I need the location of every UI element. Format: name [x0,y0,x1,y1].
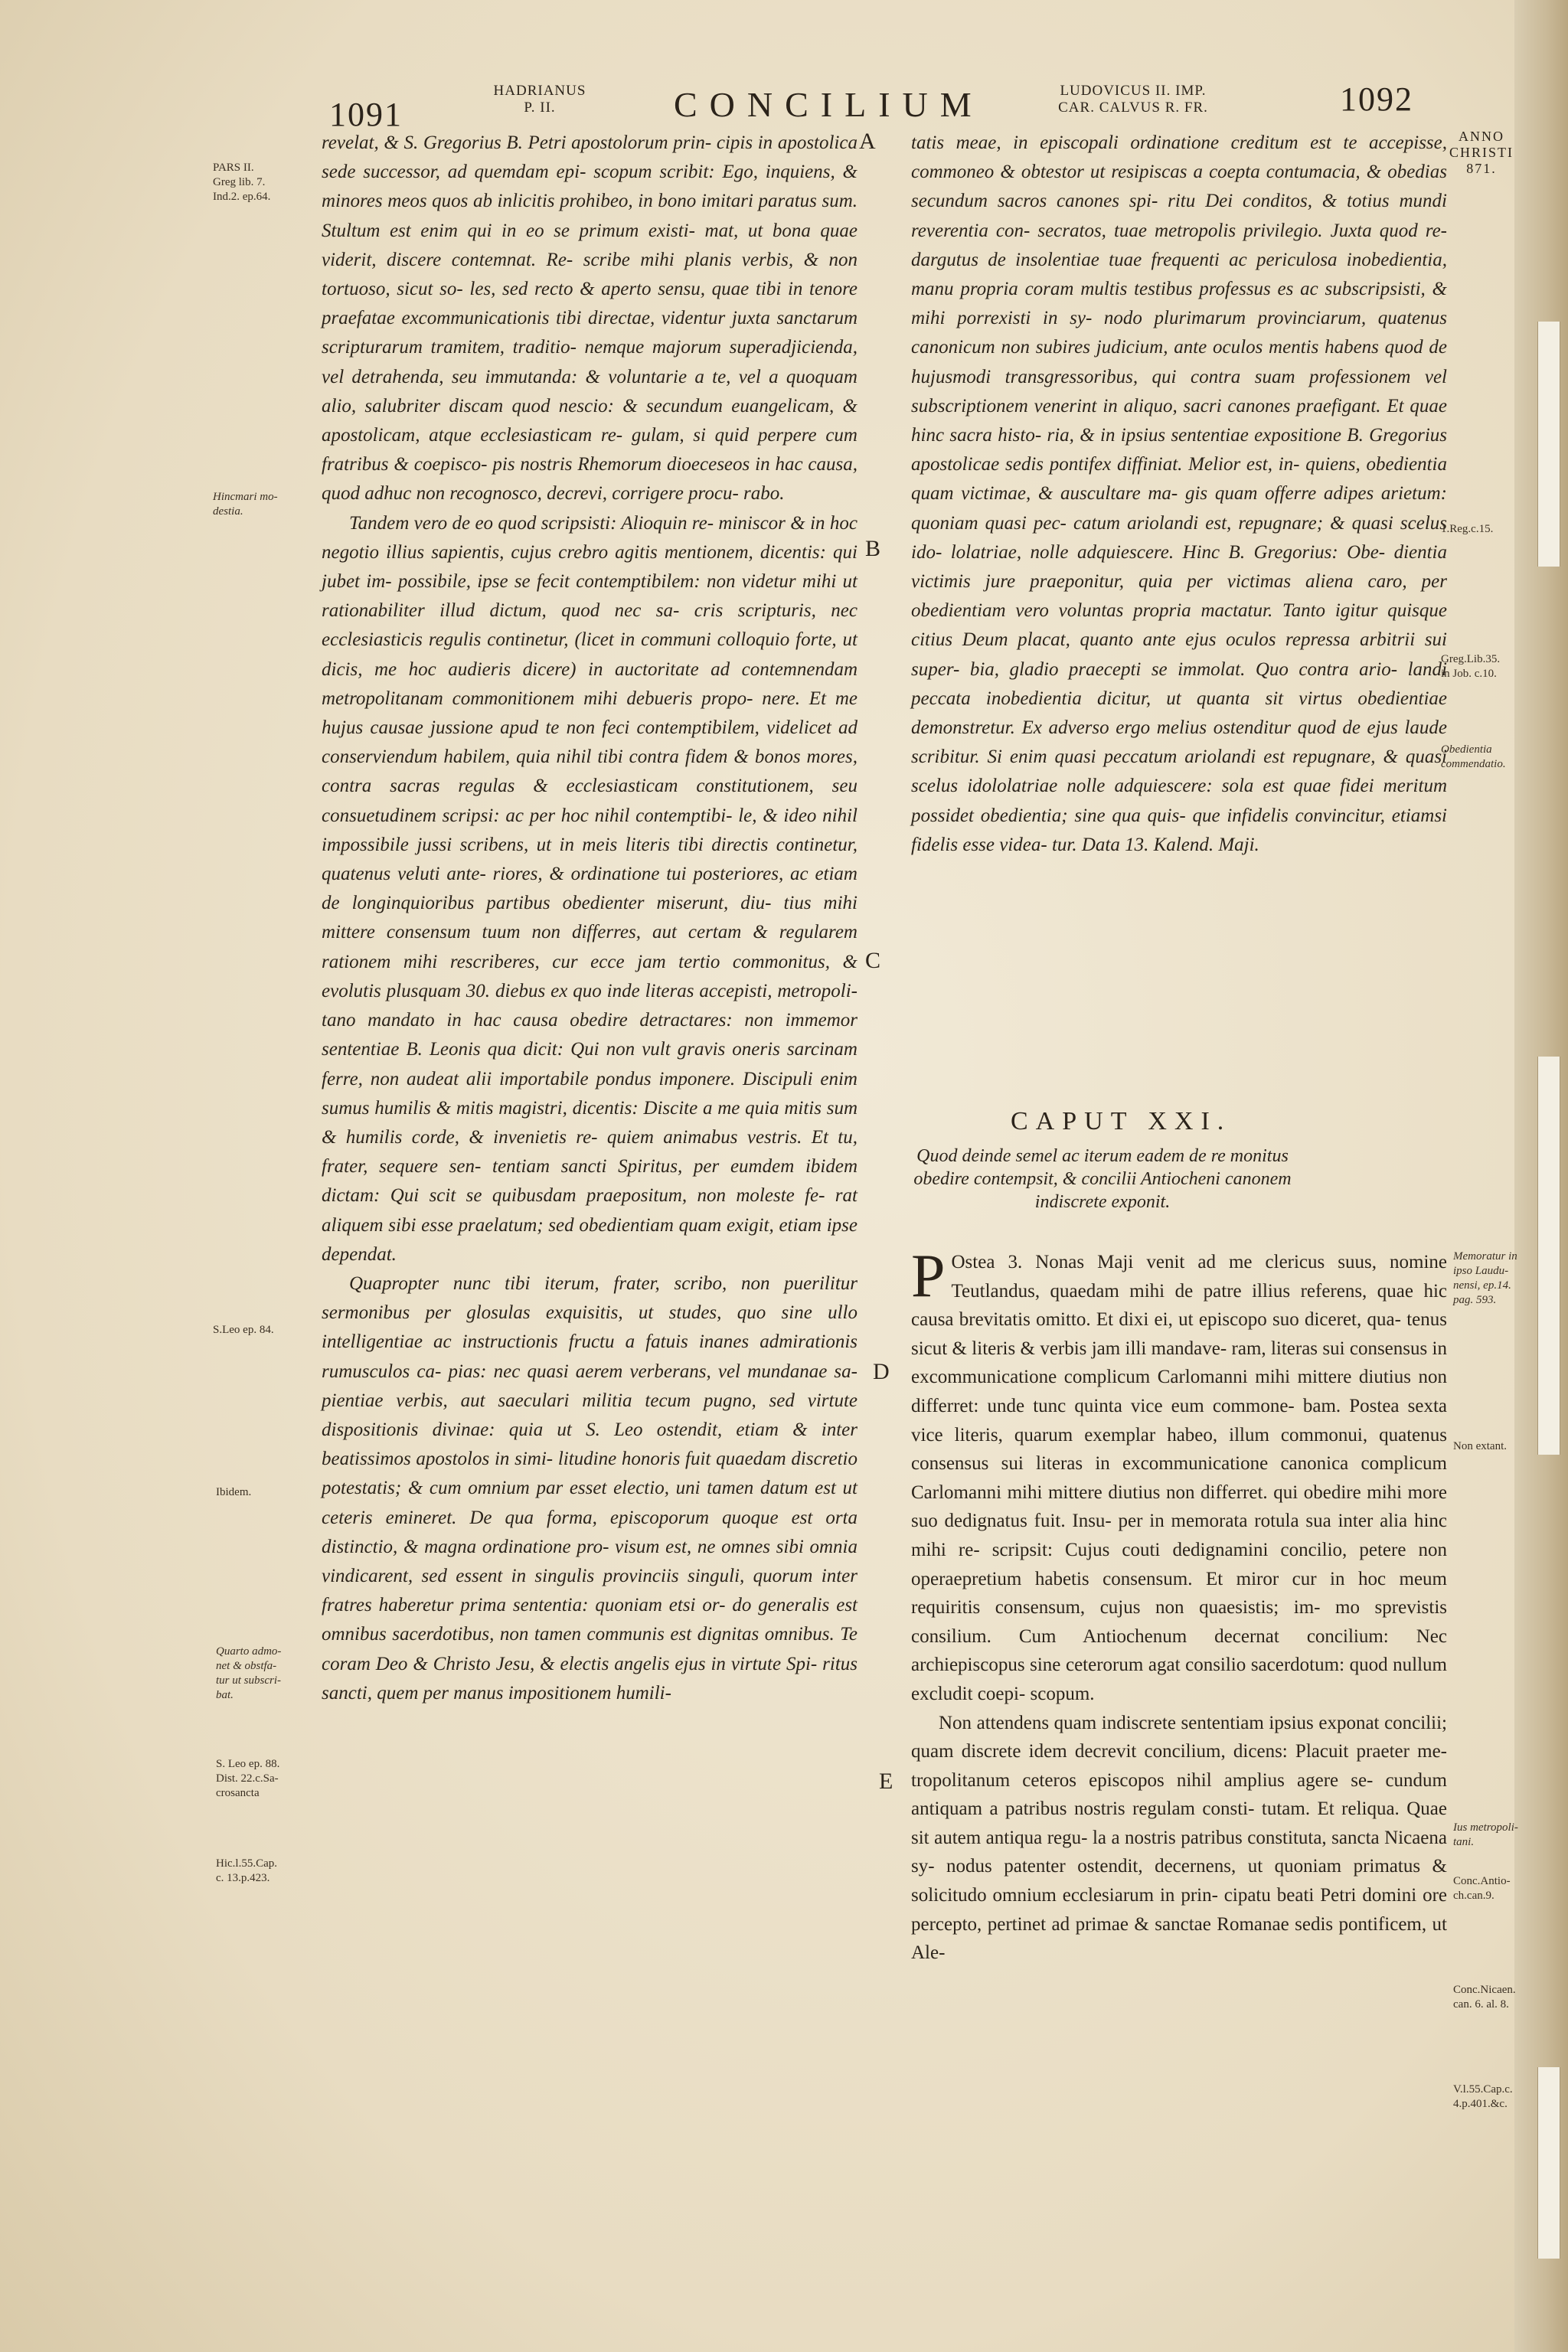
page-number-right: 1092 [1340,80,1413,118]
margin-note: V.l.55.Cap.c. 4.p.401.&c. [1453,2083,1513,2110]
margin-note: Conc.Nicaen. can. 6. al. 8. [1453,1984,1516,2011]
chapter-summary: Quod deinde semel ac iterum eadem de re monitus obedire contempsit, & concilii Antiocheni canonem indiscrete exponit. [913,1146,1292,1212]
section-letter: D [873,1359,890,1384]
section-letter: C [865,948,881,973]
margin-note: Obedientia commendatio. [1441,743,1506,770]
paragraph: Quapropter nunc tibi iterum, frater, scribo, non puerilitur sermonibus per glosulas exquisitis, ut studes, quo sine ullo intelligentiae ac instructionis fructu a fatuis inanes admirationis rumusculos ca- pias: nec quasi aerem verberans, vel mundanae sa- pientiae verbis, aut saeculari militia tecum pugno, sed virtute dispositionis divinae: quia ut S. Leo ostendit, etiam & inter beatissimos apostolos in simi- litudine honoris fuit quaedam discretio potestatis; & cum omnium par esset electio, uni tamen datum est ut ceteris emineret. De qua forma, episcoporum quoque est orta distinctio, & magna ordinatione pro- visum est, ne omnes sibi omnia vindicarent, sed essent in singulis provinciis singuli, quorum inter fratres haberetur prima sententia: quoniam etsi or- do generalis est omnibus sacerdotibus, non tamen communis est dignitas omnibus. Te coram Deo & Christo Jesu, & electis angelis ejus in virtute Spi- ritus sancti, quem per manus impositionem humili- [322,1272,858,1704]
paragraph: tatis meae, in episcopali ordinatione creditum est te accepisse, commoneo & obtestor ut resipiscas a coepta contumacia, & obedias secundum sacros canones spi- ritu Dei conditos, & totius mundi reverentia con- secratos, tuae metropolis privilegio. Juxta quod re- dargutus de insolentiae tuae frequenti ac periculosa inobedientia, manu propria coram multis testibus professus es ac subscripsisti, & mihi porrexisti in sy- nodo plurimarum provinciarum, quatenus canonicum non subires judicium, ante oculos mentis habens quod de hujusmodi transgressoribus, qui contra suam professionem vel subscriptionem venerint in aliquo, sacri canones praefigant. Et quae hinc sacra histo- ria, & in ipsius sententiae expositione B. Gregorius apostolicae sedis pontifex diffiniat. Melior est, in- quiens, obedientia quam victimae, & auscultare ma- gis quam offerre adipes arietum: quoniam quasi pec- catum ariolandi est, repugnare; & quasi scelus ido- lolatriae, nolle adquiescere. Hinc B. Gregorius: Obe- dientia victimis jure praeponitur, quia per victimas aliena caro, per obedientiam vero voluntas propria mactatur. Tanto igitur quisque citius Deum placat, quanto ante ejus oculos repressa arbitrii sui super- bia, gladio praecepti se immolat. Quo contra ario- landi peccata inobedientia dicitur, ut quanta sit virtus obedientiae demonstretur. Ex adverso ergo melius ostenditur quod de ejus laude scribitur. Si enim quasi peccatum ariolandi est repugnare, & quasi scelus idololatriae nolle adquiescere: sola est quae fidei meritum possidet obedientia; sine qua quis- que infidelis convincitur, etiamsi fidelis esse videa- tur. Data 13. Kalend. Maji. [911,132,1447,855]
margin-note: Non extant. [1453,1440,1507,1452]
margin-note: S.Leo ep. 84. [213,1324,274,1336]
paragraph: P Ostea 3. Nonas Maji venit ad me clericus suus, nomine Teutlandus, quaedam mihi de patre illius referens, quae hic causa brevitatis omitto. Et dixi ei, ut episcopo suo diceret, qua- tenus sicut & literis & verbis jam illi mandave- ram, literas sui consensus in excommunicatione complicum Carlomanni mihi mittere diutius non differret: unde tunc quinta vice eum commone- bam. Postea sexta vice literis, quarum exemplar habeo, illum commonui, quatenus consensus sui literas in excommunicatione canonica complicum Carlomanni mihi mittere diutius non differret. qui obedire mihi more suo dedignatus fuit. Insu- per in memorata rotula sua inter alia hinc mihi re- scripsit: Cujus couti dedignamini concilio, petere non operaepretium habetis consensum. Et miror cur in hoc meum requiritis consensum, cujus non quaesistis; im- mo sprevistis consilium. Cum Antiochenum decernat concilium: Nec archiepiscopus sine ceterorum agat consilio sacerdotum: quod nullum excludit coepi- scopum. [911,1243,1447,1704]
right-column-continued [911,1243,1447,1968]
drop-cap: P [911,1243,946,1310]
running-head-right: LUDOVICUS II. IMP. CAR. CALVUS R. FR. [1058,83,1208,116]
margin-note: Hincmari mo- destia. [213,491,278,518]
margin-note: 1.Reg.c.15. [1441,523,1494,535]
margin-note: S. Leo ep. 88. Dist. 22.c.Sa- crosancta [216,1758,280,1799]
anno-christi: ANNO CHRISTI 871. [1449,129,1514,176]
chapter-heading: CAPUT XXI. [1011,1107,1232,1135]
section-letter: B [865,536,881,561]
paragraph: revelat, & S. Gregorius B. Petri apostolorum prin- cipis in apostolica sede successor, ad quemdam epi- scopum scribit: Ego, inquiens, & minores meos quos ab inlicitis prohibeo, in bono imitari paratus sum. Stultum est enim qui in eo se primum existi- mat, ut bona quae viderit, discere contemnat. Re- scribe mihi planis verbis, & non tortuoso, sicut so- les, sed recto & aperto sensu, quae tibi in tenore praefatae excommunicationis tibi directae, videntur juxta sanctarum scripturarum tramitem, traditio- nemque majorum superadjicienda, vel detrahenda, seu immutanda: & voluntarie a te, vel a quoquam alio, salubriter discam quod nescio: & secundum euangelicam, & apostolicam, atque ecclesiasticam re- gulam, si quid perpere cum fratribus & coepisco- pis nostris Rhemorum dioeceseos in hac causa, quod adhuc non recognosco, decrevi, corrigere procu- rabo. [322,132,858,505]
section-letter: A [859,129,876,154]
margin-note: PARS II. Greg lib. 7. Ind.2. ep.64. [213,162,271,203]
margin-note: Conc.Antio- ch.can.9. [1453,1875,1511,1902]
paper-edge-strip [1537,1057,1560,1455]
running-head-left: HADRIANUS P. II. [493,83,586,116]
paragraph: Non attendens quam indiscrete sententiam ipsius exponat concilii; quam discrete idem decrevit concilium, dicens: Placuit praeter me- tropolitanum ceteros episcopos nihil amplius agere se- cundum antiquam a patribus nostris regulam consti- tutam. Et reliqua. Quae sit autem antiqua regu- la a nostris patribus constituta, sancta Nicaena sy- nodus patenter ostendit, decernens, ut quoniam primatus & solicitudo omnium ecclesiarum in prin- cipatu beati Petri domini ore percepto, pertinet ad primae & sanctae Romanae sedis pontificem, ut Ale- [911,1712,1447,1964]
paragraph: Tandem vero de eo quod scripsisti: Alioquin re- miniscor & in hoc negotio illius sapientis, cujus crebro agitis mentionem, dicentis: qui jubet im- possibile, ipse se fecit contemptibilem: non videtur mihi ut rationabiliter illud dictum, quod nec sa- cris scripturis, nec ecclesiasticis regulis continetur, (licet in communi colloquio forte, ut dicis, me hoc audieris dicere) in auctoritate ad contemnendam metropolitanam commonitionem mihi debueris propo- nere. Et me hujus causae jussione apud te non feci contemptibilem, videlicet ad conserviendum habilem, quia nihil tibi contra fidem & bonos mores, contra sacras regulas & ecclesiasticam constitutionem, seu consuetudinem scripsi: ac per hoc nihil contemptibi- le, & ideo nihil impossibile jussi scribens, ut in meis literis tibi directis continetur, quatenus veluti ante- riores, & ordinatione tui posteriores, ac etiam de longinquioribus partibus obedienter miserunt, diu- tius mihi mittere consensum tuum non differres, aut certam & regularem rationem mihi rescriberes, cur ecce jam tertio commonitus, & evolutis plusquam 30. diebus ex quo inde literas accepisti, metropoli- tano mandato in hac causa obedire detractares: non immemor sententiae B. Leonis qua dicit: Qui non vult gravis oneris sarcinam ferre, non audeat alii importabile pondus imponere. Discipuli enim sumus humilis & mitis magistri, dicentis: Discite a me quia mitis sum & humilis corde, & invenietis re- quiem animabus vestris. Et tu, frater, sequere sen- tentiam sancti Spiritus, per eumdem ibidem dictam: Qui scit se quibusdam praepositum, non moleste fe- rat aliquem sibi esse praelatum; sed obedientiam quam exigit, etiam ipse dependat. [322,512,858,1265]
page-title: CONCILIUM [674,85,984,124]
margin-note: Memoratur in ipso Laudu- nensi, ep.14. pag. 593. [1453,1250,1517,1306]
left-column [322,129,858,1708]
right-column [911,129,1447,860]
margin-note: Quarto admo- net & obstfa- tur ut subscri- bat. [216,1645,282,1701]
margin-note: Ibidem. [216,1486,252,1498]
page-number-left: 1091 [329,96,403,133]
paper-edge-strip [1537,2067,1560,2259]
paper-edge-strip [1537,322,1560,567]
margin-note: Greg.Lib.35. in Job. c.10. [1441,653,1501,680]
margin-note: Ius metropoli- tani. [1453,1821,1518,1848]
running-header [0,67,1516,136]
margin-note: Hic.l.55.Cap. c. 13.p.423. [216,1857,277,1884]
section-letter: E [879,1769,893,1794]
